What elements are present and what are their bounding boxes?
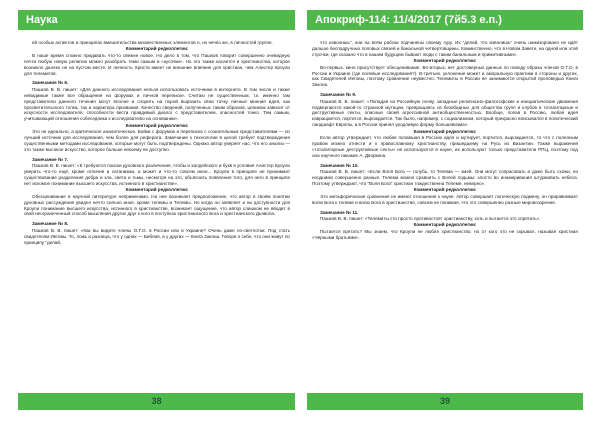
left-page-number: 38	[151, 396, 162, 406]
right-page-header	[307, 10, 583, 30]
remark-heading: Замечание № 9.	[320, 92, 357, 98]
remark-heading: Замечание № 8.	[32, 221, 69, 227]
body-paragraph: Это метафорические сравнения не имеют отношения к науке. Автор совершает логическую подмену, он приравнивает волю Бога к телеме и волю Бога в христианстве, совсем не понимая, что это совершенно разные мировоззрения.	[312, 193, 578, 205]
editorial-comment-label: Комментарий редколлегии:	[413, 187, 477, 193]
remark-heading: Замечание № 11.	[320, 209, 359, 215]
body-paragraph: Пашков В. В. пишет: «Попадая на Российную почву, западные религиозно-философские и инициатические движения подвергаются какой-то странной мутации, превращаясь из безобидных для общества групп и клубов в тоталитарные и деструктивные секты, опасные своей агрессивной антиобщественностью. Вообще, попав в Россию, любая идея извращается, портится, вырождается. Так было, например, с социализмом, который прекрасно вписывался в политический ландшафт Европы, а в России принял уродливую форму большевизма».	[312, 98, 578, 128]
editorial-comment-label: Комментарий редколлегии:	[413, 58, 477, 64]
body-paragraph: Пытается прятать? Мы знаем, что Кроули не любил христианство, но от кого это не скрывал, называя христиан «Чёрными братьями».	[312, 228, 578, 240]
remark-heading: Замечание № 7.	[32, 156, 69, 162]
left-header-title: Наука	[26, 14, 58, 26]
right-page-footer	[307, 393, 583, 410]
left-page-header	[18, 10, 295, 30]
body-paragraph: Пашков В. В. пишет: «Телемиты сто просто противостоят христианству, хоть и пытается это спрятать».	[320, 215, 541, 221]
remark-heading: Замечание № 10.	[320, 162, 359, 168]
right-header-title: Апокриф-114: 11/4/2017 (7й5.3 е.п.)	[315, 14, 502, 26]
editorial-comment-label: Комментарий редколлегии:	[413, 128, 477, 134]
left-page-footer	[18, 393, 295, 410]
editorial-comment-label: Комментарий редколлегии:	[125, 46, 189, 52]
remark-heading: Замечание № 6.	[32, 80, 69, 86]
body-paragraph: что изволишь", они на всём рабски подчинены своему гуру. Их "делай, что изволишь" очень шикизоровано не идёт дальше бесподручных половых связей и банальной четвертовщины. Коминственно, что в Новом Завете, на одной или этой строчки, где сказано что в нашем будущем бывают люди с таким банальным и примитивными».	[312, 40, 578, 57]
body-paragraph: Обесценивание в научной литературе неприменимо. На нее возникает предположение, что автор в своём понятии духовных рассуждения увидел нечто сильно иное, кроме телемы и Телемы. Но когда он заявляет и ни доступности для Кроули понимание высшего искусства, истинного в христианстве, возникает ощущение, что автор слишком не вводит в свой неограниченный способ мышления других друг к кого в поступках христианского Бога и христианского Дьявола.	[24, 193, 290, 217]
right-text-column	[312, 40, 578, 241]
body-paragraph: Во-первых, кино присутствует обесценивание. Во-вторых, нет достоверных данных по поводу образа членов О.Т.О. в России и Украине (где полевые исследования?). В-третьих, уклонение может и аморальную практики в стороны и других, как Свидетелей Иеговы, поэтому сравнение неуместно. Телемиты в России не занимаются открытой проповедью Книги Закона.	[312, 64, 578, 88]
editorial-comment-label: Комментарий редколлегии:	[413, 222, 477, 228]
editorial-comment-label: Комментарий редколлегии:	[125, 122, 189, 128]
body-paragraph: Пашков В. В. пишет: «Если Воля Бога — голубь, то Телема — змей. Они могут сопрасовать и даже быть схожи, но нооднимо совершенно разные. Телема можно сравнить с Волей подьмы: злосто во инамеривания штурмовать небеса. Поэтому утверждают, что "Воля Бога" христиан тождественна Телеме, неверно».	[312, 169, 578, 186]
editorial-comment-label: Комментарий редколлегии:	[125, 187, 189, 193]
body-paragraph: Если автор утверждает, что любая попавшая в Россию идея и мутирует, портится, вырождается, то что с полноным правом можно отнести и к православному христианству, пришедшему на Русь из Византии. Также выражения «тоталитарные деструктивные секты» не используются в науке, их используют только представители РПЦ, поэтому под она научного никакие А. Дворкина.	[312, 135, 578, 158]
body-paragraph: ей особых аспектов и принципах вмешательства множественных элементов н, но нечно же, в личностей группе.	[32, 40, 273, 45]
body-paragraph: В наше время сложно придавать что-то свежее новое. Но дело в том, что Пашков говорит совершенно очевидную почти любую новую религию можно разобрать теми самым и «кусочки». Но это также касается и христианства, которое возникло далеко не на пустом месте. И личность Христа имеет не внешние влияние для христиан, чем Алистер Кроули для телемитов.	[24, 52, 290, 76]
body-paragraph: Пашков В. В. пишет: «Для данного исследования нельзя использовать источники в интернете. В том числе и также невидимые также все обращения на форумах и личной переписке. Считаю не существенным, т.к. именно там представители данного течения могут вполне и спорить на порой выразить свои точку личные мнения идея, как просветительского толка, так и характера призвания. Качество сведений, полученных таким образом, целиком зависит от искусности исследователя, способности вести правдивый диалог с представителем, опасностей тонко. Тем самым, учитывающий отношения собеседника к исследователю на основании».	[24, 86, 290, 122]
body-paragraph: Пашков В. В. пишет: «Как вы видите члены О.Т.О. в России или в Украине? Очень даже по-светлотки. Под стать свидетелям Иеговы. То, ложь и разница, что у одних — Библия, а у других — Книга Закона. Говоря о себе, что они живут по принципу "делай,	[24, 227, 290, 245]
body-paragraph: Это не идеально, а критическое аналитическое. Бойки с форумов и переписка с сознательным представителями — по лучший источник для исследования, чем более для реферата. Замечание к технологии в целой требует подтверждения существенными методами исследования, которые могут быть подтверждены. Однако автор уверяет нас, что его анализ — это также высокое искусство, которое больше некоему не доступно.	[24, 129, 290, 152]
left-text-column	[24, 40, 290, 246]
right-page-number: 39	[439, 396, 450, 406]
body-paragraph: Пашков В. В. пишет: «К требуются поиски духовного различения, чтобы и халдейского и букв в условия Алистер Кроули уверить что-то ещё, кроме отличия и сатанизма, а может и что-то совсем иное... Кроули в принципе не принимает существование разделения добра и зла, света и тьмы, несмотря на это, объяснить появления того, для него в принципе нет искомое понимание высшего искусства, истинного в христианстве».	[24, 163, 290, 186]
